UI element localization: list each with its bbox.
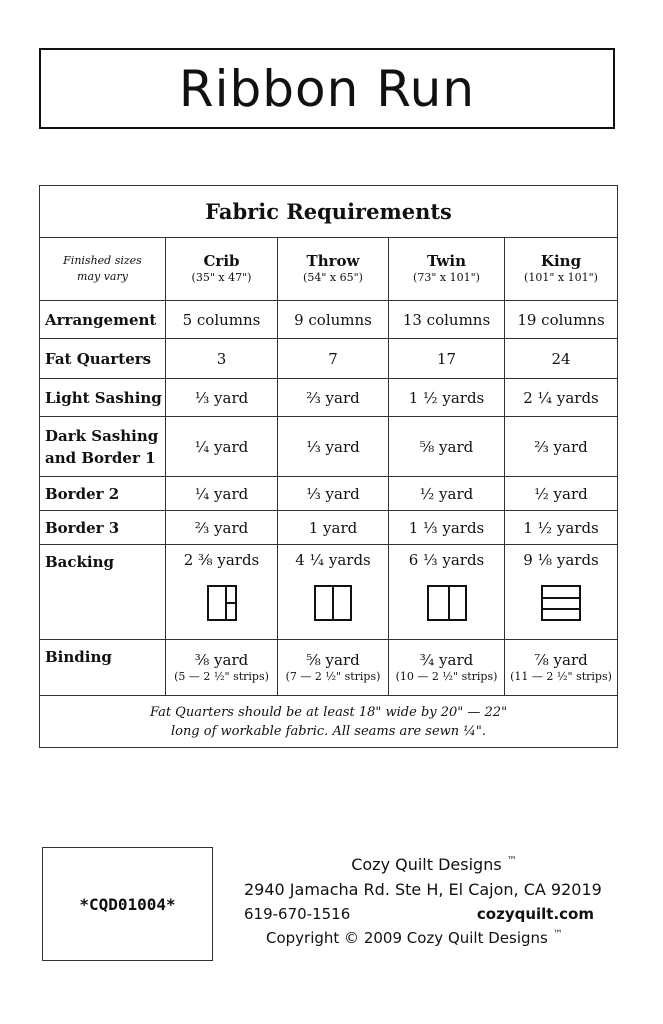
backing-layout-diagram-icon [207,585,237,621]
cell-value: 9 ⅛ yards [523,551,599,569]
copyright: Copyright © 2009 Cozy Quilt Designs [266,929,548,947]
row-binding [40,640,618,696]
backing-layout-diagram-icon [427,585,467,621]
company-name-line [244,855,614,874]
row-label: Binding [40,640,166,696]
fabric-requirements-table [39,185,618,748]
backing-cell-twin [389,545,505,640]
row-label: Fat Quarters [40,339,166,379]
backing-layout-diagram-icon [541,585,581,621]
cell-value: 4 ¼ yards [295,551,371,569]
backing-cell-crib [166,545,278,640]
cell-value: ⅜ yard [194,650,249,669]
row-border-2 [40,477,618,511]
trademark-symbol: ™ [552,929,563,940]
size-header-twin [389,238,505,301]
size-header-crib [166,238,278,301]
trademark-symbol: ™ [506,855,517,867]
binding-cell-crib [166,640,278,696]
row-border-3 [40,511,618,545]
cell-value: 9 columns [278,301,389,339]
footnote-line2: long of workable fabric. All seams are sewn ¼". [170,723,487,739]
table-heading: Fabric Requirements [40,186,618,238]
cell-value: 2 ¼ yards [505,379,618,417]
website-link[interactable]: cozyquilt.com [476,905,594,923]
row-label: Backing [40,545,166,640]
cell-value: ¼ yard [166,477,278,511]
cell-value: 17 [389,339,505,379]
size-dims: (101" x 101") [524,271,598,284]
row-label: Light Sashing [40,379,166,417]
size-name: King [540,252,582,270]
strip-note: (10 — 2 ½" strips) [395,669,498,683]
phone-web-line [244,905,614,923]
cell-value: ⅔ yard [166,511,278,545]
cell-value: 1 ½ yards [389,379,505,417]
cell-value: 2 ⅜ yards [183,551,260,569]
binding-cell-throw [278,640,389,696]
copyright-line [244,929,614,947]
strip-note: (11 — 2 ½" strips) [510,669,612,683]
size-dims: (73" x 101") [413,271,480,284]
backing-cell-throw [278,545,389,640]
size-name: Twin [426,252,467,270]
footnote-row [40,696,618,748]
cell-value: ¼ yard [166,417,278,477]
cell-value: 5 columns [166,301,278,339]
cell-value: 7 [278,339,389,379]
page-title: Ribbon Run [178,59,476,118]
cell-value: ⅓ yard [278,477,389,511]
cell-value: ½ yard [505,477,618,511]
backing-cell-king [505,545,618,640]
cell-value: 1 yard [278,511,389,545]
size-name: Crib [203,252,240,270]
title-box [39,48,615,129]
row-dark-sashing [40,417,618,477]
strip-note: (5 — 2 ½" strips) [174,669,269,683]
size-note-line1: Finished sizes [63,254,142,267]
size-dims: (54" x 65") [303,271,363,284]
cell-value: ¾ yard [419,650,474,669]
cell-value: ⅝ yard [389,417,505,477]
phone: 619-670-1516 [244,905,351,923]
row-light-sashing [40,379,618,417]
cell-value: 19 columns [505,301,618,339]
cell-value: ½ yard [389,477,505,511]
footnote-line1: Fat Quarters should be at least 18" wide by 20" — 22" [149,704,508,720]
row-label: Border 2 [40,477,166,511]
binding-cell-king [505,640,618,696]
cell-value: ⅔ yard [278,379,389,417]
size-note-cell [40,238,166,301]
company-name: Cozy Quilt Designs [351,855,502,874]
product-code: *CQD01004* [79,894,176,914]
cell-value: 24 [505,339,618,379]
row-fat-quarters [40,339,618,379]
contact-block [244,855,614,947]
size-header-king [505,238,618,301]
size-dims: (35" x 47") [191,271,252,284]
footnote-cell [40,696,618,748]
product-code-box [42,847,213,961]
cell-value: 13 columns [389,301,505,339]
backing-layout-diagram-icon [314,585,352,621]
size-header-row [40,238,618,301]
cell-value: 3 [166,339,278,379]
address: 2940 Jamacha Rd. Ste H, El Cajon, CA 92019 [244,880,602,899]
row-label-line2: and Border 1 [45,448,156,467]
cell-value: 6 ⅓ yards [408,551,485,569]
cell-value: 1 ½ yards [505,511,618,545]
row-label-line1: Dark Sashing [45,426,159,445]
cell-value: ⅔ yard [505,417,618,477]
cell-value: ⅝ yard [306,650,360,669]
size-header-throw [278,238,389,301]
row-label [40,417,166,477]
row-label: Border 3 [40,511,166,545]
cell-value: ⅓ yard [166,379,278,417]
size-name: Throw [306,252,360,270]
row-label: Arrangement [40,301,166,339]
binding-cell-twin [389,640,505,696]
cell-value: 1 ⅓ yards [389,511,505,545]
cell-value: ⅞ yard [534,650,588,669]
strip-note: (7 — 2 ½" strips) [285,669,381,683]
size-note-line2: may vary [77,270,128,283]
cell-value: ⅓ yard [278,417,389,477]
row-arrangement [40,301,618,339]
row-backing [40,545,618,640]
